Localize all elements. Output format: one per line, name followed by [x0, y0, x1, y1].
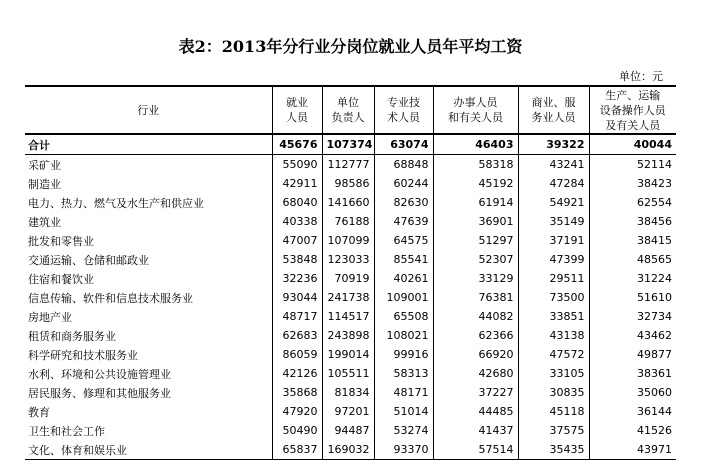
wage-value: 45192 [433, 174, 518, 193]
table-row [25, 155, 676, 175]
wage-value: 31224 [589, 269, 676, 288]
table-row [25, 383, 676, 402]
wage-value: 35435 [518, 440, 589, 460]
wage-value: 93370 [374, 440, 433, 460]
wage-value: 35149 [518, 212, 589, 231]
industry-name: 交通运输、仓储和邮政业 [28, 253, 149, 267]
wage-value: 68040 [272, 193, 322, 212]
wage-value: 51297 [433, 231, 518, 250]
table-row [25, 212, 676, 231]
wage-value: 105511 [322, 364, 374, 383]
wage-value: 199014 [322, 345, 374, 364]
wage-value: 97201 [322, 402, 374, 421]
wage-value: 40261 [374, 269, 433, 288]
wage-value: 40044 [589, 134, 676, 155]
wage-value: 85541 [374, 250, 433, 269]
wage-value: 48565 [589, 250, 676, 269]
table-row [25, 231, 676, 250]
industry-name: 科学研究和技术服务业 [28, 348, 138, 362]
wage-value: 52307 [433, 250, 518, 269]
wage-value: 53848 [272, 250, 322, 269]
wage-value: 35060 [589, 383, 676, 402]
industry-name: 信息传输、软件和信息技术服务业 [28, 291, 193, 305]
wage-value: 107099 [322, 231, 374, 250]
wage-value: 81834 [322, 383, 374, 402]
wage-value: 41437 [433, 421, 518, 440]
wage-value: 32734 [589, 307, 676, 326]
wage-value: 107374 [322, 134, 374, 155]
table-row [25, 307, 676, 326]
wage-value: 93044 [272, 288, 322, 307]
wage-value: 37191 [518, 231, 589, 250]
wage-value: 38415 [589, 231, 676, 250]
wage-value: 35868 [272, 383, 322, 402]
wage-value: 47639 [374, 212, 433, 231]
header-col-5: 商业、服 务业人员 [518, 86, 589, 134]
wage-value: 58313 [374, 364, 433, 383]
wage-value: 65508 [374, 307, 433, 326]
wage-value: 123033 [322, 250, 374, 269]
wage-value: 43138 [518, 326, 589, 345]
industry-name: 电力、热力、燃气及水生产和供应业 [28, 196, 204, 210]
wage-value: 42126 [272, 364, 322, 383]
wage-value: 66920 [433, 345, 518, 364]
industry-name: 采矿业 [28, 158, 61, 172]
wage-value: 51014 [374, 402, 433, 421]
wage-value: 54921 [518, 193, 589, 212]
wage-value: 36144 [589, 402, 676, 421]
table-row [25, 345, 676, 364]
table-row [25, 193, 676, 212]
table-title: 表2：2013年分行业分岗位就业人员年平均工资 [178, 37, 523, 56]
industry-name: 制造业 [28, 177, 61, 191]
table-row [25, 288, 676, 307]
wage-value: 60244 [374, 174, 433, 193]
wage-value: 50490 [272, 421, 322, 440]
industry-name: 卫生和社会工作 [28, 424, 105, 438]
table-row [25, 402, 676, 421]
wage-value: 62683 [272, 326, 322, 345]
wage-value: 41526 [589, 421, 676, 440]
wage-value: 38456 [589, 212, 676, 231]
wage-value: 48171 [374, 383, 433, 402]
industry-name: 居民服务、修理和其他服务业 [28, 386, 171, 400]
wage-value: 30835 [518, 383, 589, 402]
wage-value: 108021 [374, 326, 433, 345]
wage-value: 73500 [518, 288, 589, 307]
wage-value: 86059 [272, 345, 322, 364]
wage-value: 169032 [322, 440, 374, 460]
wage-value: 65837 [272, 440, 322, 460]
wage-value: 47920 [272, 402, 322, 421]
wage-value: 70919 [322, 269, 374, 288]
wage-value: 37227 [433, 383, 518, 402]
wage-value: 43241 [518, 155, 589, 175]
wage-value: 47572 [518, 345, 589, 364]
header-col-4: 办事人员 和有关人员 [433, 86, 518, 134]
wage-value: 48717 [272, 307, 322, 326]
wage-value: 55090 [272, 155, 322, 175]
wage-value: 37575 [518, 421, 589, 440]
table-row [25, 174, 676, 193]
wage-value: 36901 [433, 212, 518, 231]
table-body [25, 134, 676, 460]
wage-value: 45676 [272, 134, 322, 155]
industry-name: 租赁和商务服务业 [28, 329, 116, 343]
wage-value: 58318 [433, 155, 518, 175]
table-row [25, 440, 676, 460]
wage-value: 109001 [374, 288, 433, 307]
wage-value: 53274 [374, 421, 433, 440]
wage-value: 241738 [322, 288, 374, 307]
header-col-1: 就业 人员 [272, 86, 322, 134]
wage-value: 64575 [374, 231, 433, 250]
header-industry: 行业 [137, 103, 160, 117]
table-row [25, 269, 676, 288]
wage-value: 42680 [433, 364, 518, 383]
header-col-3: 专业技 术人员 [374, 86, 433, 134]
industry-name: 建筑业 [28, 215, 61, 229]
wage-value: 33129 [433, 269, 518, 288]
wage-value: 29511 [518, 269, 589, 288]
header-col-6: 生产、运输 设备操作人员 及有关人员 [589, 86, 676, 134]
wage-value: 43462 [589, 326, 676, 345]
wage-value: 44485 [433, 402, 518, 421]
wage-value: 33105 [518, 364, 589, 383]
wage-value: 39322 [518, 134, 589, 155]
wage-value: 61914 [433, 193, 518, 212]
table-row [25, 364, 676, 383]
wage-value: 47007 [272, 231, 322, 250]
wage-value: 46403 [433, 134, 518, 155]
wage-value: 51610 [589, 288, 676, 307]
wage-value: 94487 [322, 421, 374, 440]
wage-value: 47399 [518, 250, 589, 269]
wage-value: 76188 [322, 212, 374, 231]
industry-name: 批发和零售业 [28, 234, 94, 248]
wage-value: 47284 [518, 174, 589, 193]
table-row [25, 326, 676, 345]
wage-value: 32236 [272, 269, 322, 288]
industry-name: 合计 [25, 134, 272, 155]
wage-value: 62366 [433, 326, 518, 345]
wage-value: 57514 [433, 440, 518, 460]
industry-name: 房地产业 [28, 310, 72, 324]
wage-value: 63074 [374, 134, 433, 155]
wage-value: 62554 [589, 193, 676, 212]
wage-value: 44082 [433, 307, 518, 326]
wage-value: 45118 [518, 402, 589, 421]
wage-value: 33851 [518, 307, 589, 326]
header-col-2: 单位 负责人 [322, 86, 374, 134]
wage-value: 112777 [322, 155, 374, 175]
wage-value: 99916 [374, 345, 433, 364]
wage-value: 49877 [589, 345, 676, 364]
industry-name: 住宿和餐饮业 [28, 272, 94, 286]
wage-value: 243898 [322, 326, 374, 345]
unit-label: 单位：元 [619, 70, 663, 83]
total-row [25, 134, 676, 155]
table-row [25, 421, 676, 440]
wage-value: 82630 [374, 193, 433, 212]
industry-name: 水利、环境和公共设施管理业 [28, 367, 171, 381]
wage-value: 114517 [322, 307, 374, 326]
wage-value: 141660 [322, 193, 374, 212]
wage-table [25, 85, 676, 460]
wage-value: 98586 [322, 174, 374, 193]
table-header [25, 86, 676, 134]
wage-value: 42911 [272, 174, 322, 193]
industry-name: 文化、体育和娱乐业 [25, 440, 272, 460]
industry-name: 教育 [28, 405, 50, 419]
wage-value: 38423 [589, 174, 676, 193]
table-row [25, 250, 676, 269]
wage-value: 76381 [433, 288, 518, 307]
wage-value: 68848 [374, 155, 433, 175]
wage-value: 38361 [589, 364, 676, 383]
wage-value: 43971 [589, 440, 676, 460]
wage-value: 40338 [272, 212, 322, 231]
wage-value: 52114 [589, 155, 676, 175]
